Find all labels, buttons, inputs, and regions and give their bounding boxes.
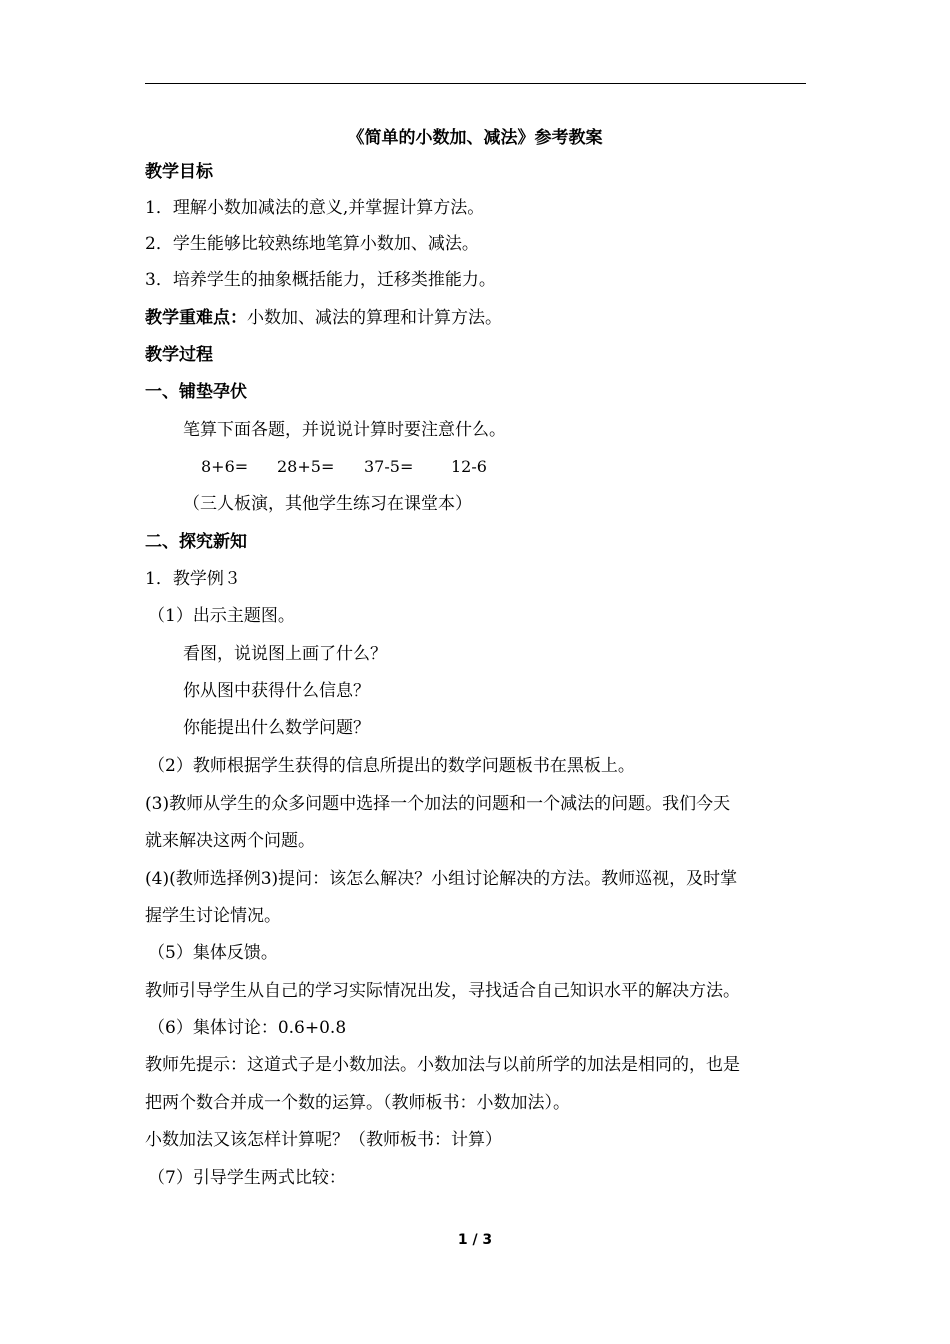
equation-1: 8+6= — [201, 457, 249, 476]
key-points — [145, 306, 502, 330]
equation-2: 28+5= — [277, 457, 335, 476]
equation-3: 37-5= — [364, 457, 414, 476]
equation-4: 12-6 — [451, 457, 487, 476]
section1-instruction: 笔算下面各题，并说说计算时要注意什么。 — [183, 420, 506, 440]
step-6-line-3: 小数加法又该怎样计算呢？（教师板书：计算） — [145, 1130, 502, 1150]
header-rule — [145, 83, 806, 84]
example-heading: 1．教学例３ — [145, 569, 241, 589]
question-1: 看图，说说图上画了什么？ — [183, 644, 387, 664]
step-3-line-1: (3)教师从学生的众多问题中选择一个加法的问题和一个减法的问题。我们今天 — [145, 794, 731, 814]
step-3-line-2: 就来解决这两个问题。 — [145, 831, 315, 851]
goals-heading: 教学目标 — [145, 162, 213, 182]
step-1: （1）出示主题图。 — [148, 606, 295, 626]
step-6-line-2: 把两个数合并成一个数的运算。（教师板书：小数加法）。 — [145, 1093, 570, 1113]
step-4-line-2: 握学生讨论情况。 — [145, 906, 281, 926]
question-2: 你从图中获得什么信息？ — [183, 681, 370, 701]
step-4-line-1: (4)(教师选择例3)提问：该怎么解决？小组讨论解决的方法。教师巡视，及时掌 — [145, 869, 738, 889]
key-points-label: 教学重难点： — [145, 308, 247, 328]
section1-heading: 一、铺垫孕伏 — [145, 382, 247, 402]
step-6: （6）集体讨论：0.6+0.8 — [148, 1018, 347, 1038]
step-2: （2）教师根据学生获得的信息所提出的数学问题板书在黑板上。 — [148, 756, 635, 776]
section2-heading: 二、探究新知 — [145, 532, 247, 552]
page-title: 《简单的小数加、减法》参考教案 — [347, 128, 603, 148]
step-6-line-1: 教师先提示：这道式子是小数加法。小数加法与以前所学的加法是相同的，也是 — [145, 1055, 740, 1075]
section1-note: （三人板演，其他学生练习在课堂本） — [183, 494, 472, 514]
step-5-text: 教师引导学生从自己的学习实际情况出发，寻找适合自己知识水平的解决方法。 — [145, 981, 740, 1001]
goal-item-3: 3．培养学生的抽象概括能力，迁移类推能力。 — [145, 270, 496, 290]
page-number: 1 / 3 — [457, 1232, 493, 1248]
process-heading: 教学过程 — [145, 345, 213, 365]
goal-item-1: 1．理解小数加减法的意义,并掌握计算方法。 — [145, 198, 485, 218]
key-points-text: 小数加、减法的算理和计算方法。 — [247, 308, 502, 328]
goal-item-2: 2．学生能够比较熟练地笔算小数加、减法。 — [145, 234, 479, 254]
step-7: （7）引导学生两式比较： — [148, 1168, 346, 1188]
step-5: （5）集体反馈。 — [148, 943, 278, 963]
question-3: 你能提出什么数学问题？ — [183, 718, 370, 738]
